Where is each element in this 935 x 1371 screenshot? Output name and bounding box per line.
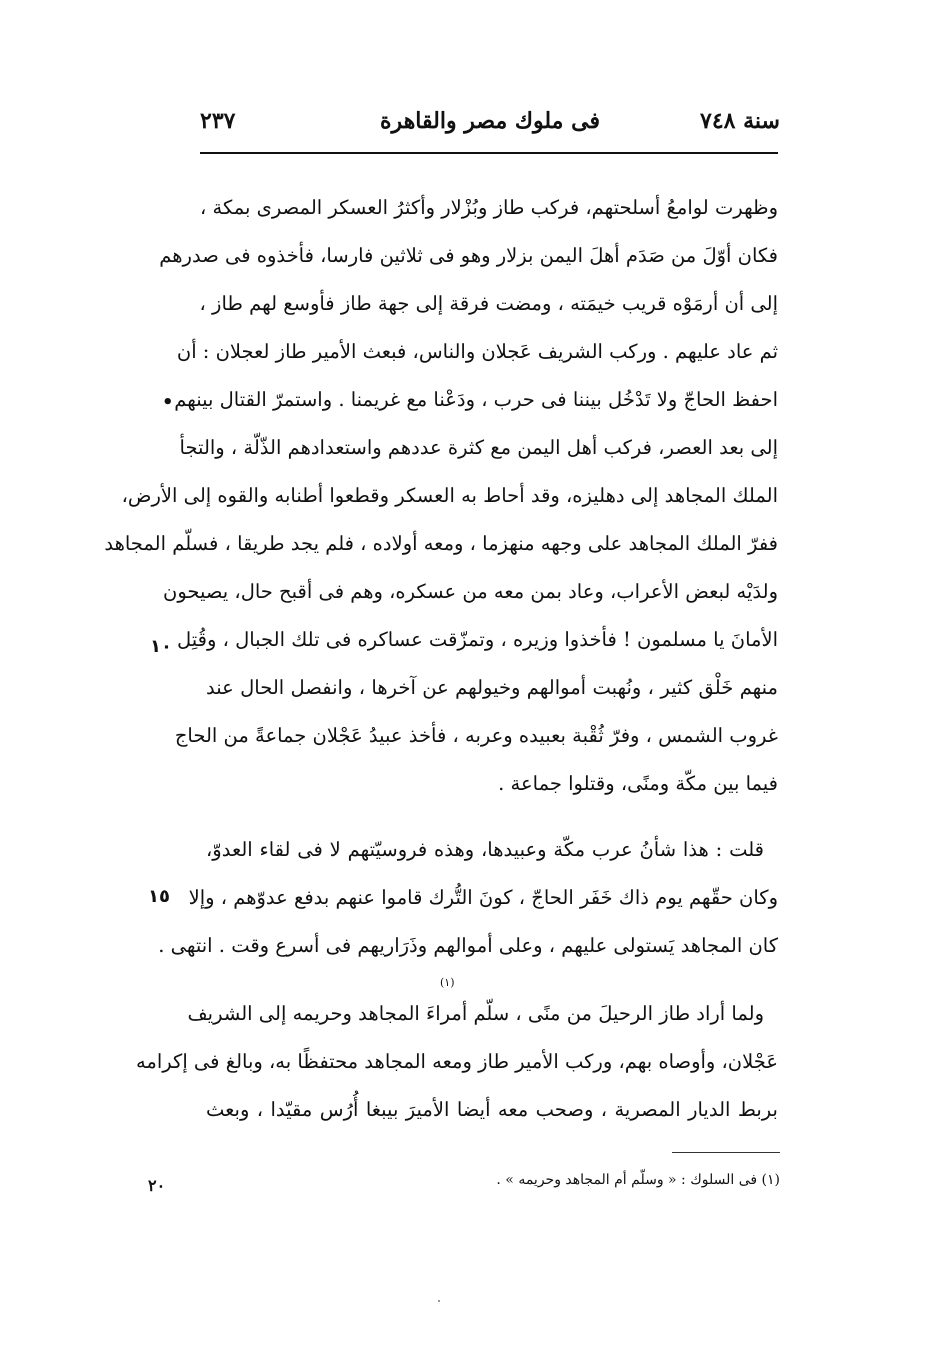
header-rule: [200, 152, 778, 154]
text-line: ففرّ الملك المجاهد على وجهه منهزما ، ومعه أولاده ، فلم يجد طريقا ، فسلّم المجاهد: [104, 532, 778, 555]
text-line: عَجْلان، وأوصاه بهم، وركب الأمير طاز ومعه المجاهد محتفظًا به، وبالغ فى إكرامه: [135, 1050, 778, 1073]
text-line: الملك المجاهد إلى دهليزه، وقد أحاط به العسكر وقطعوا أطنابه والقوه إلى الأرض،: [121, 484, 778, 507]
header-page-number: ٢٣٧: [200, 108, 236, 134]
text-line: ثم عاد عليهم . وركب الشريف عَجلان والناس، فبعث الأمير طاز لعجلان : أن: [176, 340, 778, 363]
line-number-20: ٢٠: [148, 1176, 166, 1195]
text-line: إلى أن أرمَوْه قريب خيمَته ، ومضت فرقة إلى جهة طاز فأوسع لهم طاز ،: [199, 292, 778, 315]
text-line: كان المجاهد يَستولى عليهم ، وعلى أموالهم وذَرَاريهم فى أسرع وقت . انتهى .: [158, 934, 778, 957]
text-line: غروب الشمس ، وفرّ ثُقْبة بعبيده وعربه ، فأخذ عبيدُ عَجْلان جماعةً من الحاج: [174, 724, 778, 747]
footnote-marker: (١): [440, 976, 455, 989]
line-number-10: ١٠: [150, 636, 172, 657]
header-title: فى ملوك مصر والقاهرة: [380, 108, 600, 134]
text-line: فيما بين مكّة ومنًى، وقتلوا جماعة .: [498, 772, 778, 795]
margin-dot: •: [162, 392, 174, 413]
text-line: منهم خَلْق كثير ، ونُهبت أموالهم وخيولهم عن آخرها ، وانفصل الحال عند: [206, 676, 778, 699]
text-line: ولدَيْه لبعض الأعراب، وعاد بمن معه من عسكره، وهم فى أقبح حال، يصيحون: [163, 580, 778, 603]
running-header: [200, 108, 780, 148]
text-line: فكان أوّلَ من صَدَم أهلَ اليمن بزلار وهو فى ثلاثين فارسا، فأخذوه فى صدرهم: [159, 244, 778, 267]
scan-speck: [438, 1300, 440, 1302]
header-year: سنة ٧٤٨: [700, 108, 780, 134]
text-line: وظهرت لوامعُ أسلحتهم، فركب طاز وبُزْلار وأكثرُ العسكر المصرى بمكة ،: [200, 196, 778, 219]
footnote-rule: [672, 1152, 780, 1153]
line-number-15: ١٥: [148, 886, 170, 907]
footnote: (١) فى السلوك : « وسلّم أم المجاهد وحريمه » .: [496, 1172, 780, 1188]
text-line: بربط الديار المصرية ، وصحب معه أيضا الأميرَ بيبغا أُرُس مقيّدا ، وبعث: [206, 1098, 778, 1121]
text-line: الأمانَ يا مسلمون ! فأخذوا وزيره ، وتمزّقت عساكره فى تلك الجبال ، وقُتِل: [176, 628, 778, 651]
text-line: احفظ الحاجّ ولا تَدْخُل بيننا فى حرب ، ودَعْنا مع غريمنا . واستمرّ القتال بينهم: [174, 388, 778, 411]
text-line: وكان حقّهم يوم ذاك خَفَر الحاجّ ، كونَ التُّرك قاموا عنهم بدفع عدوّهم ، وإلا: [188, 886, 778, 909]
text-line: قلت : هذا شأنُ عرب مكّة وعبيدها، وهذه فروسيّتهم لا فى لقاء العدوّ،: [206, 838, 764, 861]
text-line: ولما أراد طاز الرحيلَ من منًى ، سلّم أمراءَ المجاهد وحريمه إلى الشريف: [187, 1002, 764, 1025]
text-line: إلى بعد العصر، فركب أهل اليمن مع كثرة عددهم واستعدادهم الذّلّة ، والتجأ: [179, 436, 778, 459]
